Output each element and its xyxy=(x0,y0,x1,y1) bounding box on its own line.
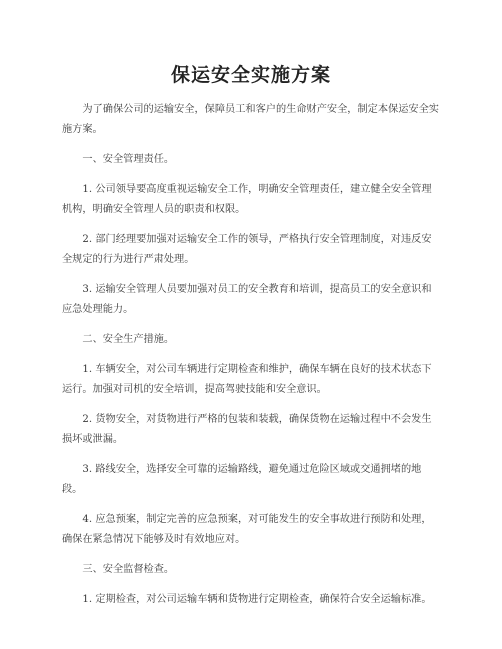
paragraph-2-4: 4. 应急预案，制定完善的应急预案，对可能发生的安全事故进行预防和处理，确保在紧急情况下能够及时有效地应对。 xyxy=(62,514,432,545)
section-heading-3: 三、安全监督检查。 xyxy=(82,564,175,575)
paragraph-3-1: 1. 定期检查，对公司运输车辆和货物进行定期检查，确保符合安全运输标准。 xyxy=(82,594,432,605)
paragraph-1-3: 3. 运输安全管理人员要加强对员工的安全教育和培训，提高员工的安全意识和应急处理能力。 xyxy=(62,284,432,315)
section-heading-2: 二、安全生产措施。 xyxy=(82,334,175,345)
document-title: 保运安全实施方案 xyxy=(170,64,331,86)
document-body xyxy=(62,100,440,620)
section-heading-1: 一、安全管理责任。 xyxy=(82,154,175,165)
intro-paragraph: 为了确保公司的运输安全，保障员工和客户的生命财产安全，制定本保运安全实施方案。 xyxy=(62,104,439,135)
paragraph-1-2: 2. 部门经理要加强对运输安全工作的领导，严格执行安全管理制度，对违反安全规定的行为进行严肃处理。 xyxy=(62,234,432,265)
paragraph-1-1: 1. 公司领导要高度重视运输安全工作，明确安全管理责任，建立健全安全管理机构，明确安全管理人员的职责和权限。 xyxy=(62,184,432,215)
paragraph-2-3: 3. 路线安全，选择安全可靠的运输路线，避免通过危险区域或交通拥堵的地段。 xyxy=(62,464,422,495)
paragraph-2-2: 2. 货物安全，对货物进行严格的包装和装载，确保货物在运输过程中不会发生损坏或泄漏。 xyxy=(62,414,432,445)
paragraph-2-1: 1. 车辆安全，对公司车辆进行定期检查和维护，确保车辆在良好的技术状态下运行。加强对司机的安全培训，提高驾驶技能和安全意识。 xyxy=(62,364,432,395)
